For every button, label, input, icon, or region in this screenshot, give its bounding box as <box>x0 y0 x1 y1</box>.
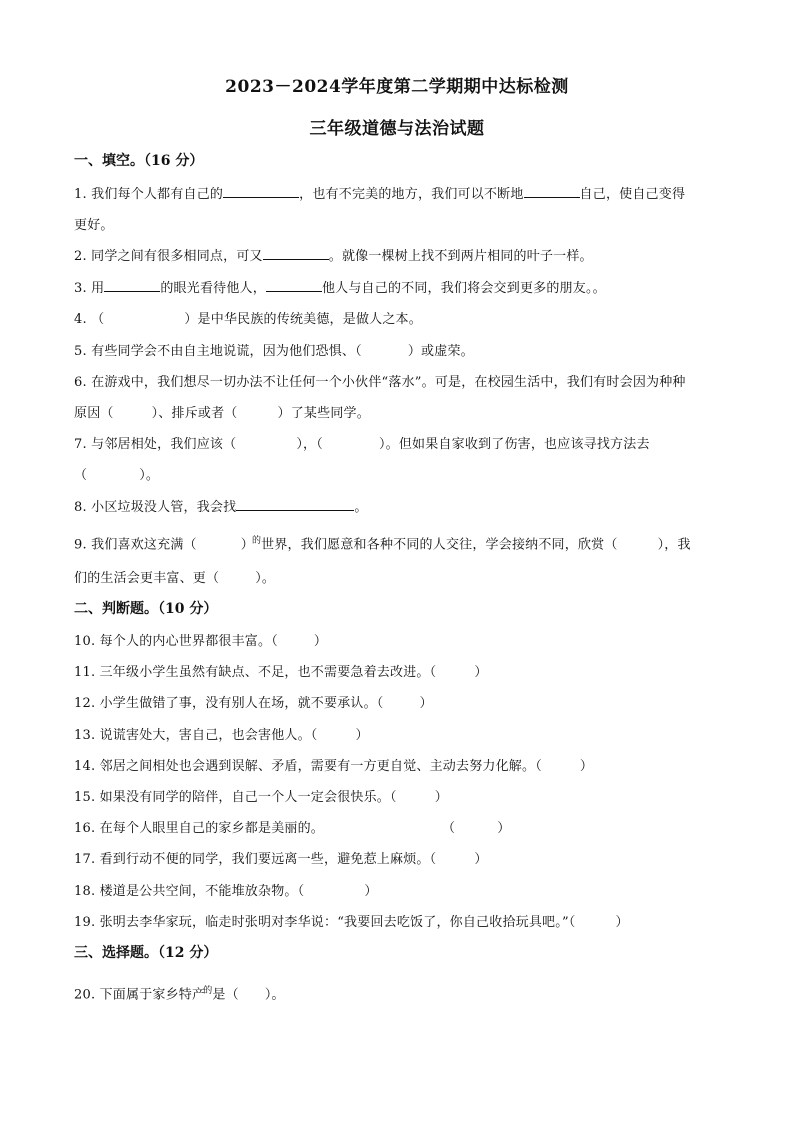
section-heading-fill-blank: 一、填空。（16 分） <box>74 153 204 169</box>
answer-blank[interactable] <box>263 247 329 260</box>
question-3 <box>74 277 606 296</box>
question-text: 20. 下面属于家乡特产 <box>74 987 206 1003</box>
question-1-cont: 更好。 <box>74 218 114 233</box>
question-text: ）了某些同学。 <box>277 406 370 421</box>
question-text: 11. 三年级小学生虽然有缺点、不足，也不需要急着去改进。（ <box>74 665 437 680</box>
answer-blank[interactable] <box>266 279 322 292</box>
question-6: 6. 在游戏中，我们想尽一切办法不让任何一个小伙伴“落水”。可是，在校园生活中，我们有时会因为种种 <box>74 375 686 390</box>
question-text: ）或虚荣。 <box>407 344 474 359</box>
question-text: 。 <box>354 500 368 515</box>
question-text: ）、排斥或者（ <box>151 406 238 421</box>
question-5 <box>74 340 474 359</box>
question-14 <box>74 755 593 774</box>
question-1 <box>74 183 685 202</box>
question-text: ）。 <box>264 987 285 1003</box>
question-text: 9. 我们喜欢这充满（ <box>74 537 197 553</box>
question-text: 18. 楼道是公共空间，不能堆放杂物。（ <box>74 884 305 899</box>
answer-blank[interactable] <box>223 185 299 198</box>
question-text: ）。 <box>255 571 276 586</box>
question-13 <box>74 724 369 743</box>
paren-close: ） <box>355 728 369 743</box>
question-text: ），（ <box>296 437 323 452</box>
answer-blank[interactable] <box>524 185 580 198</box>
paren-close: ） <box>474 665 488 680</box>
exam-subtitle: 三年级道德与法治试题 <box>309 119 485 139</box>
question-text: 15. 如果没有同学的陪伴，自己一个人一定会很快乐。（ <box>74 790 397 805</box>
paren-close: ） <box>364 884 378 899</box>
question-text: 14. 邻居之间相处也会遇到误解、矛盾，需要有一方更自觉、主动去努力化解。（ <box>74 759 542 774</box>
question-11 <box>74 661 488 680</box>
question-2 <box>74 245 593 264</box>
question-text: 10. 每个人的内心世界都很丰富。（ <box>74 634 278 649</box>
question-19 <box>74 911 629 930</box>
paren-close: ） <box>474 852 488 867</box>
question-7-cont <box>74 464 159 483</box>
question-text: 17. 看到行动不便的同学，我们要远离一些，避免惹上麻烦。（ <box>74 852 437 867</box>
question-text: 8. 小区垃圾没人管，我会找 <box>74 500 237 515</box>
question-7 <box>74 433 650 452</box>
exam-title: 2023－2024学年度第二学期期中达标检测 <box>225 77 569 97</box>
paren-close: ） <box>497 821 511 836</box>
paren-open: （ <box>442 821 456 836</box>
question-text: 3. 用 <box>74 281 105 296</box>
question-text: 16. 在每个人眼里自己的家乡都是美丽的。 <box>74 821 325 836</box>
question-text: 12. 小学生做错了事，没有别人在场，就不要承认。（ <box>74 696 384 711</box>
question-9-cont <box>74 567 275 586</box>
question-15 <box>74 786 448 805</box>
question-text: ），我 <box>657 537 691 553</box>
question-text: 是（ <box>212 987 239 1003</box>
question-text: 13. 说谎害处大，害自己，也会害他人。（ <box>74 728 318 743</box>
question-text: 7. 与邻居相处，我们应该（ <box>74 437 237 452</box>
question-8 <box>74 496 368 515</box>
paren-close: ） <box>313 634 328 649</box>
question-text: 19. 张明去李华家玩，临走时张明对李华说：“我要回去吃饭了，你自己收拾玩具吧。”（ <box>74 915 576 930</box>
answer-blank[interactable] <box>104 279 160 292</box>
paren-close: ） <box>434 790 448 805</box>
question-6-cont <box>74 402 370 421</box>
question-text: （ <box>74 468 88 483</box>
paren-close: ） <box>579 759 594 774</box>
question-text: 2. 同学之间有很多相同点，可又 <box>74 249 263 264</box>
question-12 <box>74 692 433 711</box>
question-text: 自己，使自己变得 <box>579 187 686 202</box>
question-text: 们的生活会更丰富、更（ <box>74 571 220 586</box>
question-text: 1. 我们每个人都有自己的 <box>74 187 224 202</box>
superscript-char: 的 <box>203 986 213 996</box>
question-text: ）。 <box>139 468 160 483</box>
question-text: 原因（ <box>74 406 114 421</box>
superscript-char: 的 <box>251 536 262 546</box>
question-20 <box>74 983 285 1002</box>
answer-blank[interactable] <box>236 498 354 511</box>
question-text: ） <box>240 537 254 553</box>
section-heading-true-false: 二、判断题。（10 分） <box>74 601 218 617</box>
question-text: ）。但如果自家收到了伤害，也应该寻找方法去 <box>378 437 650 452</box>
question-text: 5. 有些同学会不由自主地说谎，因为他们恐惧、（ <box>74 344 362 359</box>
question-text: 4. （ <box>74 312 105 327</box>
question-text: 世界，我们愿意和各种不同的人交往，学会接纳不同，欣赏（ <box>261 537 618 553</box>
paren-close: ） <box>419 696 433 711</box>
question-4 <box>74 308 422 327</box>
question-text: ）是中华民族的传统美德，是做人之本。 <box>184 312 422 327</box>
question-18 <box>74 880 378 899</box>
question-17 <box>74 848 488 867</box>
question-text: ，也有不完美的地方，我们可以不断地 <box>299 187 524 202</box>
question-9 <box>74 533 691 552</box>
section-heading-multiple-choice: 三、选择题。（12 分） <box>74 945 218 961</box>
question-10 <box>74 630 327 649</box>
question-text: 。就像一棵树上找不到两片相同的叶子一样。 <box>328 249 593 264</box>
question-text: 他人与自己的不同，我们将会交到更多的朋友。。 <box>321 281 606 296</box>
question-text: 的眼光看待他人， <box>160 281 266 296</box>
question-16 <box>74 817 510 836</box>
paren-close: ） <box>615 915 629 930</box>
